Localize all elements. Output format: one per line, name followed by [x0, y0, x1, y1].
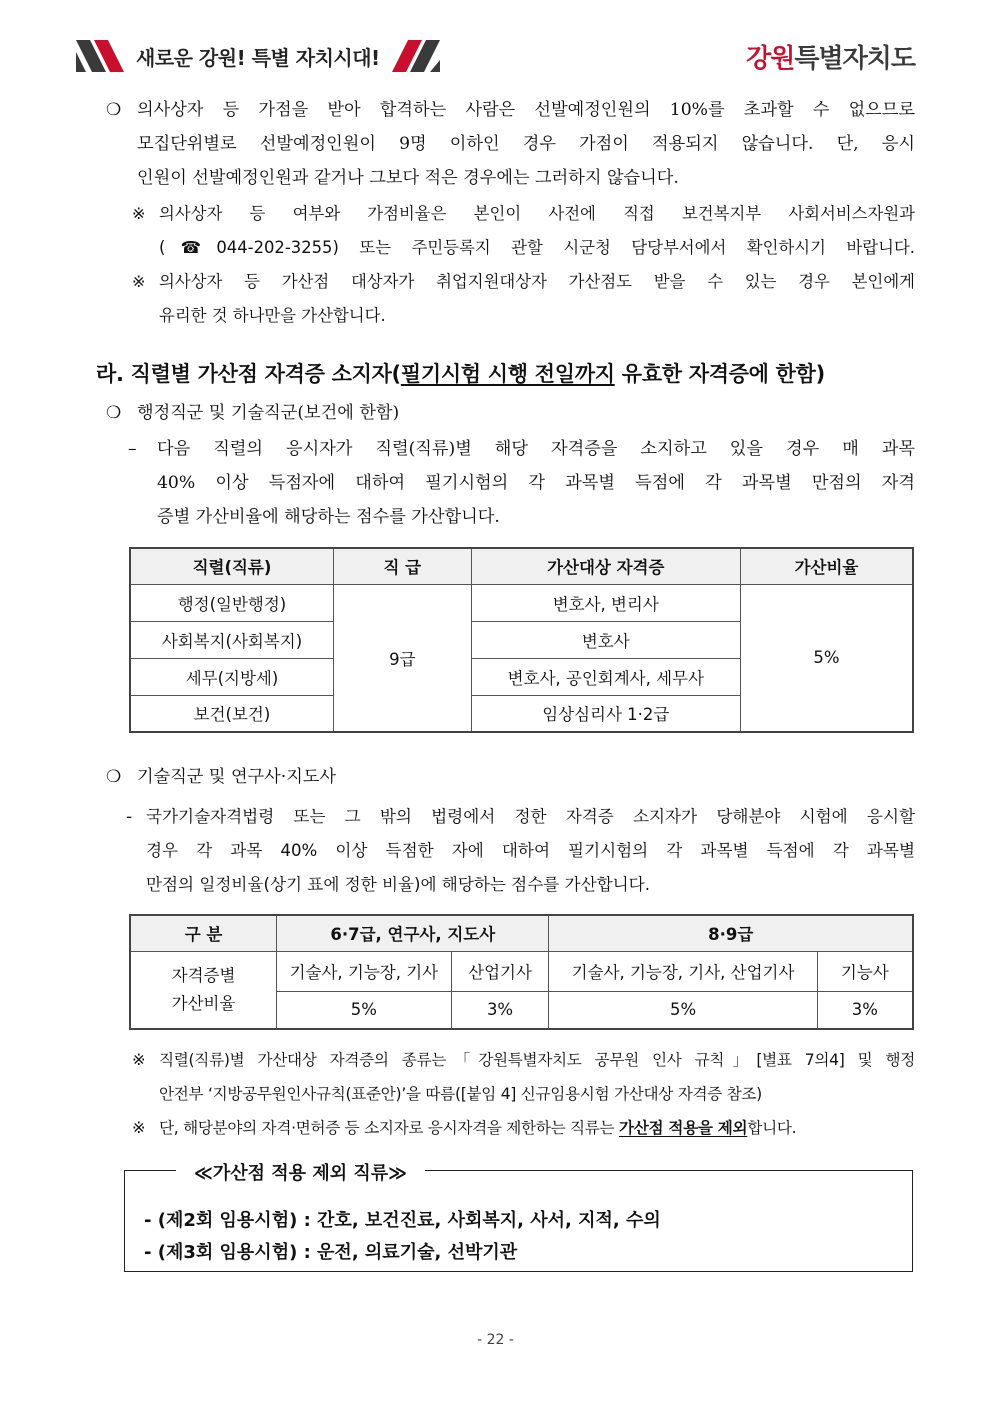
cell-grade: 9급: [333, 584, 471, 732]
note4-mark: ※: [132, 1118, 146, 1137]
intro-line-3: 인원이 선발예정인원과 같거나 그보다 적은 경우에는 그러하지 않습니다.: [137, 168, 679, 188]
th-group-89: 8·9급: [549, 915, 913, 951]
tech-dash: -: [126, 807, 133, 827]
tech-desc-line-2: 경우 각 과목 40% 이상 득점한 자에 대하여 필기시험의 각 과목별 득점에 각 과목별: [146, 841, 915, 860]
admin-dash: –: [128, 439, 137, 459]
note1-line-1: 의사상자 등 여부와 가점비율은 본인이 사전에 직접 보건복지부 사회서비스자원과: [159, 204, 915, 223]
table-header-row: [130, 548, 913, 584]
note3-line-2: 안전부 ‘지방공무원인사규칙(표준안)’을 따름([붙임 4] 신규임용시험 가산대상 자격증 참조): [159, 1085, 762, 1103]
header-slogan-block: [76, 40, 440, 72]
th-grade: 직 급: [333, 548, 471, 584]
cell-rate: 5%: [277, 991, 452, 1029]
page-number: - 22 -: [477, 1332, 514, 1348]
exclusion-box-title: ≪가산점 적용 제외 직류≫: [176, 1159, 425, 1185]
cell-cert: 변호사, 변리사: [471, 584, 740, 621]
cell-rate: 3%: [817, 991, 913, 1029]
note1-line-2: (☎044-202-3255) 또는 주민등록지 관할 시군청 담당부서에서 확인하시기 바랍니다.: [159, 238, 915, 257]
cell-cert: 기술사, 기능장, 기사, 산업기사: [549, 951, 817, 991]
admin-desc-line-2: 40% 이상 득점자에 대하여 필기시험의 각 과목별 득점에 각 과목별 만점의 자격: [157, 473, 915, 493]
note4-emphasis: 가산점 적용을 제외: [618, 1119, 748, 1137]
th-series: 직렬(직류): [130, 548, 333, 584]
table-row: [130, 951, 913, 991]
note3-mark: ※: [132, 1050, 146, 1069]
heading-underlined: 필기시험 시행 전일까지: [400, 362, 615, 386]
th-cert: 가산대상 자격증: [471, 548, 740, 584]
cell-cert: 기능사: [817, 951, 913, 991]
cell-cert: 임상심리사 1·2급: [471, 695, 740, 732]
exclusion-line-1: - (제2회 임용시험) : 간호, 보건진료, 사회복지, 사서, 지적, 수의: [144, 1210, 661, 1231]
th-division: 구 분: [130, 915, 277, 951]
tech-desc-line-3: 만점의 일정비율(상기 표에 정한 비율)에 해당하는 점수를 가산합니다.: [146, 875, 650, 894]
admin-cert-table: [129, 547, 914, 733]
cell-row-label: [130, 951, 277, 1029]
logo-part-special: 특별자치도: [794, 44, 915, 74]
th-group-67: 6·7급, 연구사, 지도사: [277, 915, 549, 951]
row-label-line-1: 자격증별: [171, 965, 236, 985]
admin-bullet-text: 행정직군 및 기술직군(보건에 한함): [137, 403, 400, 423]
table-header-row: [130, 915, 913, 951]
intro-bullet: ❍: [106, 100, 122, 120]
cell-series: 세무(지방세): [130, 658, 333, 695]
note2-line-2: 유리한 것 하나만을 가산합니다.: [159, 306, 386, 325]
tech-bullet-text: 기술직군 및 연구사·지도사: [137, 767, 337, 787]
note4-prefix: 단, 해당분야의 자격·면허증 등 소지자로 응시자격을 제한하는 직류는: [159, 1119, 619, 1137]
section-heading: [96, 358, 825, 388]
logo-part-gangwon: 강원: [746, 44, 795, 74]
table-row: [130, 584, 913, 621]
cell-cert: 산업기사: [451, 951, 549, 991]
exclusion-line-2: - (제3회 임용시험) : 운전, 의료기술, 선박기관: [144, 1242, 518, 1263]
intro-line-1: 의사상자 등 가점을 받아 합격하는 사람은 선발예정인원의 10%를 초과할 수 없으므로: [137, 100, 915, 120]
tech-desc-line-1: 국가기술자격법령 또는 그 밖의 법령에서 정한 자격증 소지자가 당해분야 시험에 응시할: [146, 807, 915, 826]
cell-cert: 변호사: [471, 621, 740, 658]
note4-suffix: 합니다.: [747, 1119, 797, 1137]
note3-line-1: 직렬(직류)별 가산대상 자격증의 종류는「강원특별자치도 공무원 인사 규칙」[별표 7의4] 및 행정: [159, 1051, 915, 1069]
heading-prefix: 라. 직렬별 가산점 자격증 소지자(: [96, 362, 401, 386]
tech-rate-table: [129, 914, 914, 1030]
slash-stripes-right-icon: [392, 40, 440, 72]
admin-desc-line-1: 다음 직렬의 응시자가 직렬(직류)별 해당 자격증을 소지하고 있을 경우 매 과목: [157, 439, 915, 459]
header-logo: [746, 38, 915, 75]
row-label-line-2: 가산비율: [171, 993, 236, 1013]
admin-bullet: ❍: [106, 403, 122, 423]
intro-line-2: 모집단위별로 선발예정인원이 9명 이하인 경우 가점이 적용되지 않습니다. 단, 응시: [137, 134, 915, 154]
heading-suffix: 유효한 자격증에 한함): [614, 362, 825, 386]
cell-cert: 기술사, 기능장, 기사: [277, 951, 452, 991]
tech-bullet: ❍: [106, 767, 122, 787]
cell-rate: 3%: [451, 991, 549, 1029]
admin-desc-line-3: 증별 가산비율에 해당하는 점수를 가산합니다.: [157, 507, 500, 527]
note2-line-1: 의사상자 등 가산점 대상자가 취업지원대상자 가산점도 받을 수 있는 경우 본인에게: [159, 272, 915, 291]
note1-mark: ※: [132, 204, 146, 223]
cell-series: 보건(보건): [130, 695, 333, 732]
note2-mark: ※: [132, 272, 146, 291]
header-slogan: 새로운 강원! 특별 자치시대!: [136, 45, 380, 70]
cell-series: 행정(일반행정): [130, 584, 333, 621]
cell-series: 사회복지(사회복지): [130, 621, 333, 658]
th-rate: 가산비율: [740, 548, 913, 584]
slash-stripes-left-icon: [76, 40, 124, 72]
cell-cert: 변호사, 공인회계사, 세무사: [471, 658, 740, 695]
cell-rate: 5%: [549, 991, 817, 1029]
note4-line: [159, 1111, 919, 1145]
cell-rate: 5%: [740, 584, 913, 732]
